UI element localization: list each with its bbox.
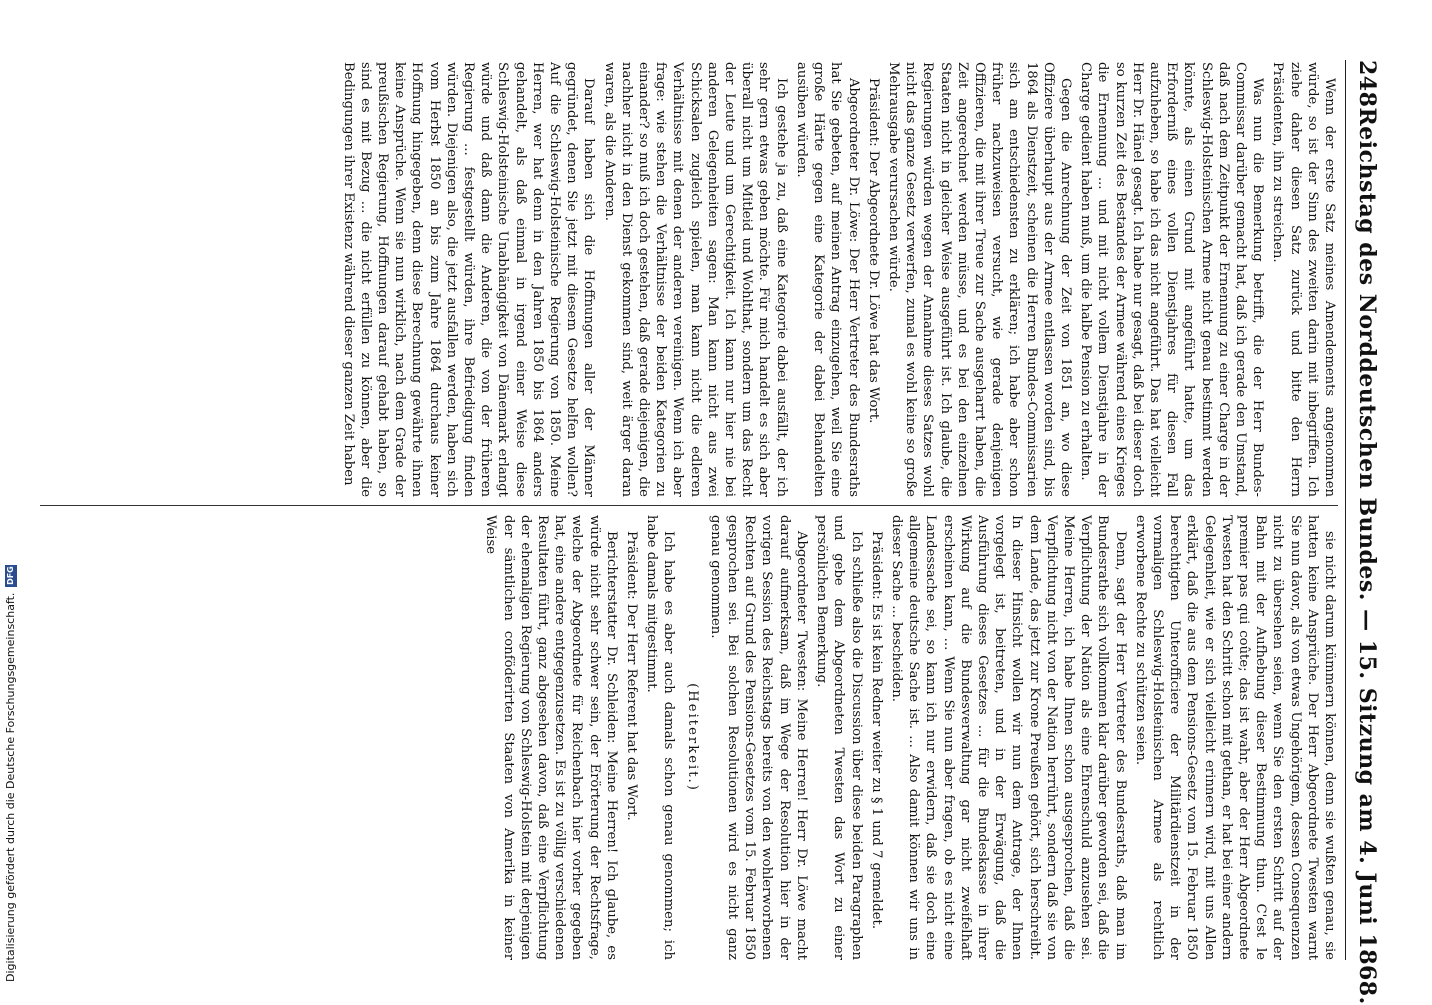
paragraph: Was nun die Bemerkung betrifft, die der Herr Bundes-Commissar darüber gemacht hat, daß ich gerade den Umstand, daß nach dem Zeitpunkt der Ernennung zu einer Charge in der Schleswig-Holsteinischen Armee nicht genau bestimmt werden könnte, als einen Grund mit angeführt hatte, um das Erforderniß eines vollen Dienstjahres für diesen Fall aufzuheben, so habe ich das nicht angeführt. Das hat vielleicht Herr Dr. Hänel gesagt. Ich habe nur gesagt, daß bei dieser doch so kurzen Zeit des Bestandes der Armee während eines Krieges die Ernennung ... und mit nicht vollem Dienstjahre in der Charge gedient haben muß, um die halbe Pension zu erhalten. xyxy=(1078,62,1266,497)
speaker-paragraph: Präsident: Der Abgeordnete Dr. Löwe hat das Wort. xyxy=(865,78,881,424)
right-column xyxy=(40,515,1338,960)
paragraph: Gegen die Anrechnung der Zeit von 1851 an, wo diese Offiziere überhaupt aus der Armee entlassen worden sind, bis 1864 als Dienstzeit, scheinen die Herren Bundes-Commissarien sich am entschiedensten zu erklären; ich habe aber schon früher nachzuweisen versucht, wie gerade denjenigen Offizieren, die mit ihrer Treue zur Sache ausgeharrt haben, die Zeit angerechnet werden müsse, und es bei den einzelnen Staaten nicht in gleicher Weise ausgeführt ist. Ich glaube, die Regierungen würden wegen der Annahme dieses Satzes wohl nicht das ganze Gesetz verwerfen, zumal es wohl keine so große Mehrausgabe verursachen würde. xyxy=(885,62,1073,497)
speaker-paragraph: Abgeordneter Dr. Löwe: Der Herr Vertreter des Bundesraths hat Sie gebeten, auf meinen Antrag einzugehen, weil Sie eine große Härte gegen eine Kategorie der dabei Behandelten ausüben würden. xyxy=(793,62,861,497)
paragraph: Darauf haben sich die Hoffnungen aller der Männer gegründet, denen Sie jetzt mit diesem Gesetze helfen wollen? Auf die Schleswig-Holsteinische Regierung von 1850. Meine Herren, wer hat denn in den Jahren 1850 bis 1864 anders gehandelt, als daß einmal in irgend einer Weise diese Schleswig-Holsteinische Unabhängigkeit von Dänemark erlangt würde und daß dann die Anderen, die von der früheren Regierung ... festgestellt würden, ihre Befriedigung finden würden. Diejenigen also, die jetzt ausfallen werden, haben sich vom Herbst 1850 an bis zum Jahre 1864 durchaus keiner Hoffnung hingegeben, denn diese Berechnung gewährte ihnen keine Ansprüche. Wenn sie nun wirklich, nach dem Grade der preußischen Regierung, Hoffnungen darauf gehabt haben, so sind es mit Bezug ... die nicht erfüllen zu können, aber die Bedingungen ihrer Existenz während dieser ganzen Zeit haben xyxy=(340,62,597,497)
column-divider xyxy=(40,505,1338,506)
dfg-logo: DFG xyxy=(5,566,15,585)
paragraph: Wenn der erste Satz meines Amendements angenommen würde, so ist der Sinn des zweiten darin mit inbegriffen. Ich ziehe daher diesen Satz zurück und bitte den Herrn Präsidenten, ihn zu streichen. xyxy=(1270,62,1337,497)
digitization-credit xyxy=(4,565,17,982)
speaker-paragraph: Präsident: Es ist kein Redner weiter zu § 1 und 7 gemeldet. xyxy=(868,531,884,930)
stage-direction: (Heiterkeit.) xyxy=(684,683,700,792)
header-rule xyxy=(1345,60,1346,960)
running-title: Reichstag des Norddeutschen Bundes. — 15. Sitzung am 4. Juni 1868. xyxy=(1354,107,1380,1005)
speaker-paragraph: Berichterstatter Dr. Schleiden: Meine Herren! Ich glaube, es würde nicht sehr schwer sein, der Erörterung der Rechtsfrage, welche der Abgeordnete für Reichenbach hier vorher gegeben hat, eine andere entgegenzusetzen. Es ist zu völlig verschiedenen Resultaten führt, ganz abgesehen davon, daß eine Verpflichtung der ehemaligen Regierung von Schleswig-Holstein mit derjenigen der sämtlichen conföderirten Staaten von Amerika in keiner Weise xyxy=(483,515,619,960)
paragraph: Ich gestehe ja zu, daß eine Kategorie dabei ausfällt, der ich sehr gern etwas geben möchte. Für mich handelt es sich aber überall nicht um Mitleid und Wohlthat, sondern um das Recht der Leute und um Gerechtigkeit. Ich kann nur hier nie bei anderen Gelegenheiten sagen: Man kann nicht aus zwei Schicksalen zugleich spielen, man kann nicht die edleren Verhältnisse mit denen der anderen vereinigen. Wenn ich aber frage: wie stehen die Verhältnisse der beiden Kategorien zu einander? so muß ich doch gestehen, daß gerade diejenigen, die nachher nicht in den Dienst gekommen sind, weit ärger daran waren, als die Anderen. xyxy=(601,62,789,497)
page-header xyxy=(1350,60,1384,1005)
left-column xyxy=(40,62,1338,497)
speaker-paragraph: Präsident: Der Herr Referent hat das Wort. xyxy=(624,531,640,821)
credit-text: Digitalisierung gefördert durch die Deutsche Forschungsgemeinschaft. xyxy=(4,592,17,982)
paragraph: Denn, sagt der Herr Vertreter des Bundesraths, daß man im Bundesrathe sich vollkommen klar darüber geworden sei, daß die Verpflichtung der Nation als eine Ehrenschuld anzusehen sei. Meine Herren, ich habe Ihnen schon ausgesprochen, daß die Verpflichtung nicht von der Nation herrührt, sondern daß sie von dem Lande, das jetzt zur Krone Preußen gehört, sich herschreibt. In dieser Hinsicht wollen wir nun dem Antrage, der Ihnen vorgelegt ist, beitreten, und in der Erwägung, daß die Ausführung dieses Gesetzes ... für die Bundeskasse in ihrer Wirkung auf die Bundesverwaltung gar nicht zweifelhaft erscheinen kann, ... Wenn Sie nun aber fragen, ob es nicht eine Landessache sei, so kann ich nur erwidern, daß sie doch eine allgemeine deutsche Sache ist. ... Also damit können wir uns in dieser Sache ... bescheiden. xyxy=(888,515,1128,960)
paragraph: sie nicht darum kümmern können, denn sie wußten genau, sie hatten keine Ansprüche. Der Herr Abgeordnete Twesten warnt Sie nun davor, als von etwas Ungehörigem, dessen Consequenzen nicht zu übersehen seien, wenn Sie den ersten Schritt auf der Bahn mit der Aufhebung dieser Bestimmung thun. C'est le premier pas qui coûte; das ist wahr, aber der Herr Abgeordnete Twesten hat den Schritt schon mit gethan, er hat bei einer andern Gelegenheit, wie er sich vielleicht erinnern wird, mit uns Allen erklärt, daß die aus dem Pensions-Gesetz vom 15. Februar 1850 berechtigten Unterofficiere der Militärdienstzeit in der vormaligen Schleswig-Holsteinischen Armee als rechtlich erworbene Rechte zu schützen seien. xyxy=(1132,515,1337,960)
speaker-paragraph: Abgeordneter Twesten: Meine Herren! Herr Dr. Löwe macht darauf aufmerksam, daß im Wege der Resolution hier in der vorigen Session des Reichstags bereits von den wohlerworbenen Rechten auf Grund des Pensions-Gesetzes vom 15. Februar 1850 gesprochen sei. Bei solchen Resolutionen wird es nicht ganz genau genommen. xyxy=(707,515,809,960)
paragraph: Ich habe es aber auch damals schon genau genommen; ich habe damals mitgestimmt. xyxy=(644,515,677,960)
page-number: 248 xyxy=(1354,60,1380,108)
paragraph: Ich schließe also die Discussion über diese beiden Paragraphen und gebe dem Abgeordneten Twesten das Wort zu einer persönlichen Bemerkung. xyxy=(814,515,864,960)
